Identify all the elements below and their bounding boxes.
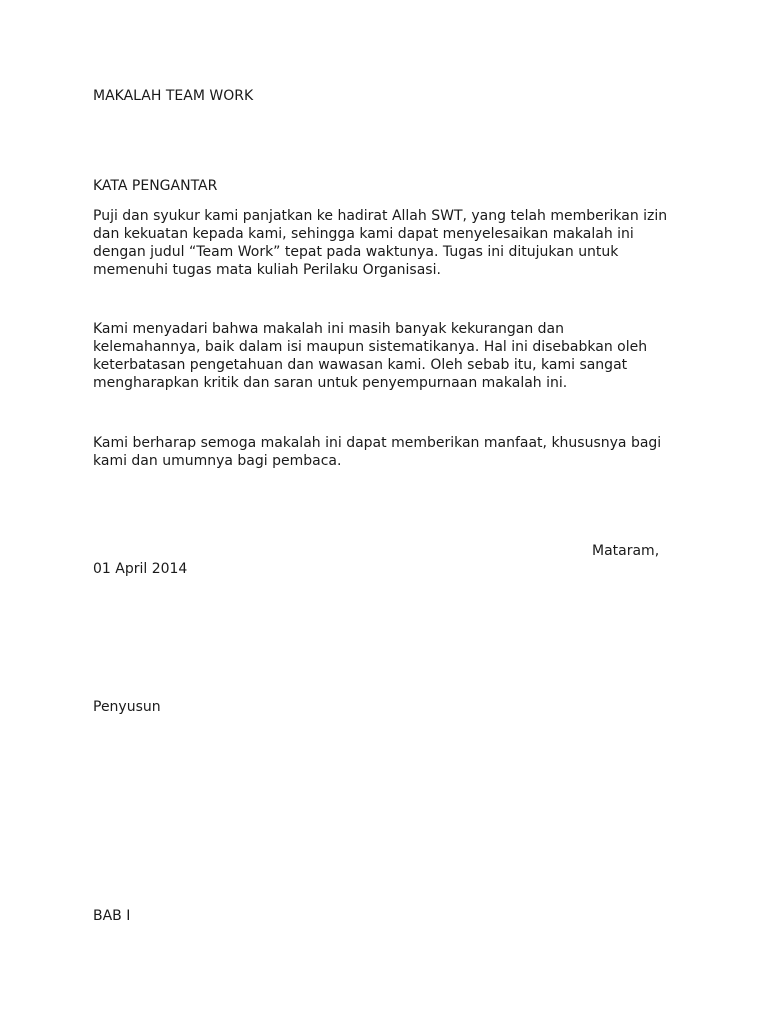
paragraph-2-line: keterbatasan pengetahuan dan wawasan kami. Oleh sebab itu, kami sangat xyxy=(93,357,628,373)
chapter-heading: BAB I xyxy=(93,908,131,924)
paragraph-2 xyxy=(93,320,693,392)
paragraph-1-line: memenuhi tugas mata kuliah Perilaku Organisasi. xyxy=(93,262,441,278)
paragraph-2-line: kelemahannya, baik dalam isi maupun sistematikanya. Hal ini disebabkan oleh xyxy=(93,339,648,355)
paragraph-3-line: Kami berharap semoga makalah ini dapat memberikan manfaat, khususnya bagi xyxy=(93,435,662,451)
paragraph-3-line: kami dan umumnya bagi pembaca. xyxy=(93,453,342,469)
paragraph-1-line: dengan judul “Team Work” tepat pada waktunya. Tugas ini ditujukan untuk xyxy=(93,244,619,260)
paragraph-3 xyxy=(93,434,693,470)
paragraph-1-line: dan kekuatan kepada kami, sehingga kami dapat menyelesaikan makalah ini xyxy=(93,226,634,242)
paragraph-2-line: Kami menyadari bahwa makalah ini masih banyak kekurangan dan xyxy=(93,321,565,337)
document-title: MAKALAH TEAM WORK xyxy=(93,88,254,104)
paragraph-1 xyxy=(93,207,693,279)
paragraph-2-line: mengharapkan kritik dan saran untuk penyempurnaan makalah ini. xyxy=(93,375,568,391)
section-heading: KATA PENGANTAR xyxy=(93,178,218,194)
paragraph-1-line: Puji dan syukur kami panjatkan ke hadirat Allah SWT, yang telah memberikan izin xyxy=(93,208,668,224)
signature-place: Mataram, xyxy=(592,543,660,559)
signature-date: 01 April 2014 xyxy=(93,561,188,577)
author-label: Penyusun xyxy=(93,699,161,715)
